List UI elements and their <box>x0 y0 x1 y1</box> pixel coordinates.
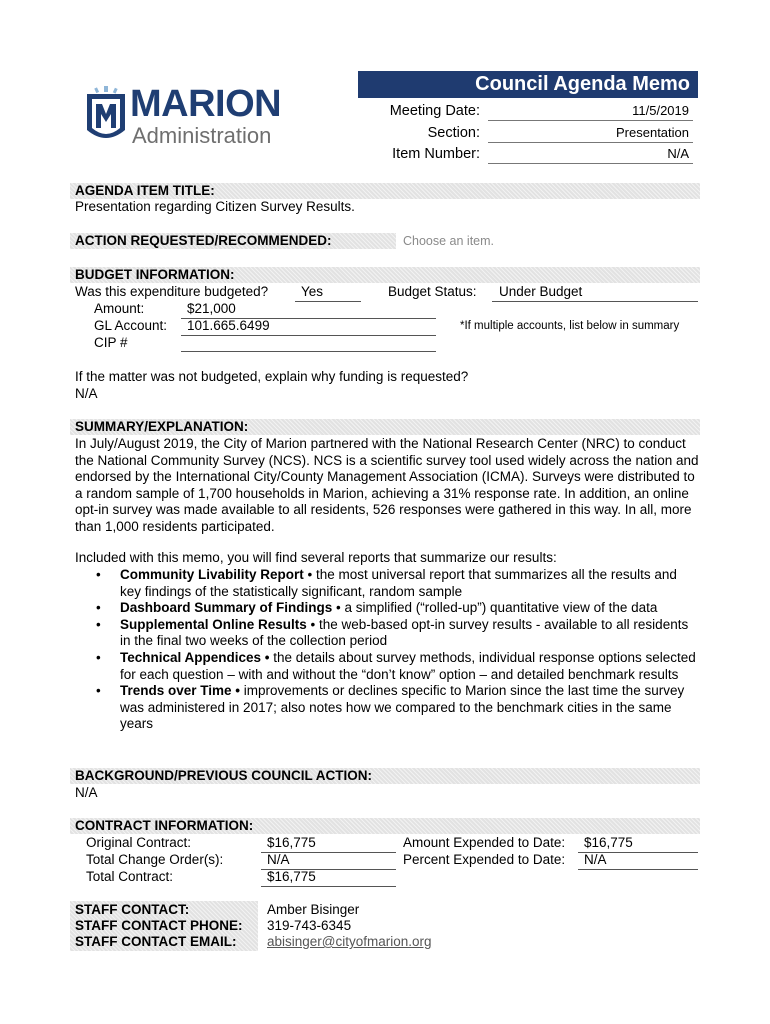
item-number-label: Item Number: <box>392 146 480 162</box>
list-item: • Trends over Time • improvements or declines specific to Marion since the last time the survey was administered in 2017; also notes how we compared to the benchmark cities in the same years <box>96 683 685 732</box>
agenda-title-text: Presentation regarding Citizen Survey Results. <box>75 199 355 214</box>
multiple-accounts-note: *If multiple accounts, list below in summary <box>460 320 680 332</box>
action-dropdown[interactable]: Choose an item. <box>403 234 495 248</box>
meeting-date-value[interactable]: 11/5/2019 <box>488 102 693 121</box>
gl-account-value[interactable]: 101.665.6499 <box>181 318 436 336</box>
original-contract-value[interactable]: $16,775 <box>261 835 396 853</box>
report-description: improvements or declines specific to Marion since the last time the survey was administered in 2017; also notes how we compared to the benchmark cities in the same years <box>120 683 685 732</box>
percent-expended-value[interactable]: N/A <box>578 852 698 870</box>
action-heading: ACTION REQUESTED/RECOMMENDED: <box>75 233 332 248</box>
not-budgeted-question: If the matter was not budgeted, explain why funding is requested? <box>75 369 469 384</box>
brand-subtitle: Administration <box>132 123 272 148</box>
report-description: • a simplified (“rolled-up”) quantitative view of the data <box>332 600 658 616</box>
staff-contact-value: Amber Bisinger <box>267 902 360 917</box>
report-list <box>75 567 700 733</box>
budgeted-value[interactable]: Yes <box>295 284 361 302</box>
amount-expended-label: Amount Expended to Date: <box>403 835 566 850</box>
section-label: Section: <box>427 125 480 141</box>
cip-value[interactable] <box>181 335 436 352</box>
marion-logo-icon <box>83 86 129 146</box>
budget-status-value[interactable]: Under Budget <box>492 284 698 302</box>
gl-account-label: GL Account: <box>94 318 168 333</box>
report-title: Supplemental Online Results <box>120 616 307 632</box>
section-value[interactable]: Presentation <box>488 124 693 143</box>
percent-expended-label: Percent Expended to Date: <box>403 852 566 867</box>
report-title: Trends over Time • <box>120 683 241 699</box>
report-description: the details about survey methods, individual response options selected for each question – with and without the “don’t know” option – and detailed benchmark results <box>120 649 696 682</box>
cip-label: CIP # <box>94 335 128 350</box>
brand-name: MARION <box>130 83 282 125</box>
summary-intro: Included with this memo, you will find several reports that summarize our results: <box>75 550 557 565</box>
staff-phone-value: 319-743-6345 <box>267 918 352 933</box>
memo-title: Council Agenda Memo <box>358 71 698 98</box>
staff-email-label: STAFF CONTACT EMAIL: <box>75 934 237 949</box>
list-item: • Technical Appendices • the details about survey methods, individual response options selected for each question – with and without the “don’t know” option – and detailed benchmark results <box>96 649 696 682</box>
budget-heading: BUDGET INFORMATION: <box>75 267 235 282</box>
original-contract-label: Original Contract: <box>86 835 192 850</box>
staff-contact-label: STAFF CONTACT: <box>75 902 190 917</box>
background-text: N/A <box>75 785 98 800</box>
change-orders-label: Total Change Order(s): <box>86 852 224 867</box>
amount-value[interactable]: $21,000 <box>181 301 436 319</box>
report-title: Dashboard Summary of Findings <box>120 600 333 616</box>
budgeted-label: Was this expenditure budgeted? <box>75 284 269 299</box>
report-description: • the most universal report that summarizes all the results and key findings of the statistically significant, random sample <box>120 567 677 599</box>
agenda-title-heading: AGENDA ITEM TITLE: <box>75 183 215 198</box>
amount-expended-value[interactable]: $16,775 <box>578 835 698 853</box>
meeting-date-label: Meeting Date: <box>389 103 480 119</box>
report-title: Community Livability Report <box>120 567 304 582</box>
list-item: • Community Livability Report • the most universal report that summarizes all the results and key findings of the statistically significant, random sample <box>96 567 677 599</box>
total-contract-value[interactable]: $16,775 <box>261 869 396 887</box>
list-item: • Supplemental Online Results • the web-based opt-in survey results - available to all residents in the final two weeks of the collection period <box>96 616 689 649</box>
change-orders-value[interactable]: N/A <box>261 852 396 870</box>
list-item: • Dashboard Summary of Findings • a simplified (“rolled-up”) quantitative view of the data <box>96 600 658 616</box>
amount-label: Amount: <box>94 301 145 316</box>
total-contract-label: Total Contract: <box>86 869 174 884</box>
not-budgeted-answer: N/A <box>75 386 98 401</box>
staff-phone-label: STAFF CONTACT PHONE: <box>75 918 243 933</box>
background-heading: BACKGROUND/PREVIOUS COUNCIL ACTION: <box>75 768 373 783</box>
budget-status-label: Budget Status: <box>388 284 477 299</box>
contract-heading: CONTRACT INFORMATION: <box>75 818 254 833</box>
item-number-value[interactable]: N/A <box>488 145 693 164</box>
summary-heading: SUMMARY/EXPLANATION: <box>75 419 249 434</box>
report-description: • the web-based opt-in survey results - available to all residents in the final two weeks of the collection period <box>120 616 689 649</box>
report-title: Technical Appendices • <box>120 649 270 665</box>
summary-paragraph: In July/August 2019, the City of Marion partnered with the National Research Center (NRC) to conduct the National Community Survey (NCS). NCS is a scientific survey tool used widely across the nation and endorsed by the International City/County Management Association (ICMA). Surveys were distributed to a random sample of 1,700 households in Marion, achieving a 31% response rate. In addition, an online opt-in survey was made available to all residents, 526 responses were gathered in this way. In all, more than 1,000 residents participated. <box>75 436 699 534</box>
staff-email-link[interactable]: abisinger@cityofmarion.org <box>267 934 432 949</box>
